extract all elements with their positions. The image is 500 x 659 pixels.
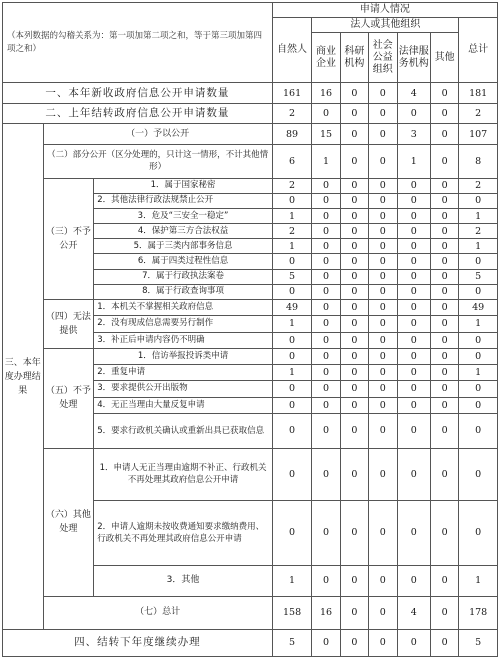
value-cell: 0 bbox=[397, 284, 430, 299]
value-cell: 1 bbox=[459, 316, 498, 332]
value-cell: 0 bbox=[369, 145, 397, 179]
value-cell: 16 bbox=[312, 83, 340, 104]
value-cell: 0 bbox=[312, 397, 340, 413]
value-cell: 0 bbox=[459, 500, 498, 565]
value-cell: 3 bbox=[397, 124, 430, 145]
value-cell: 49 bbox=[459, 299, 498, 315]
value-cell: 0 bbox=[430, 284, 458, 299]
value-cell: 0 bbox=[312, 381, 340, 397]
value-cell: 0 bbox=[312, 239, 340, 254]
value-cell: 0 bbox=[430, 397, 458, 413]
row-label-r3-1: 1．属于国家秘密 bbox=[94, 178, 273, 193]
value-cell: 178 bbox=[459, 597, 498, 630]
social-header: 社会公益组织 bbox=[369, 33, 397, 83]
legal-group-header: 法人或其他组织 bbox=[312, 18, 459, 33]
row-label-carried-over: 二、上年结转政府信息公开申请数量 bbox=[3, 103, 273, 124]
value-cell: 0 bbox=[397, 348, 430, 364]
value-cell: 16 bbox=[312, 597, 340, 630]
value-cell: 0 bbox=[397, 448, 430, 500]
value-cell: 2 bbox=[272, 103, 312, 124]
value-cell: 0 bbox=[459, 397, 498, 413]
table-row bbox=[3, 348, 498, 364]
value-cell: 2 bbox=[459, 103, 498, 124]
row-label-r4-2: 2．没有现成信息需要另行制作 bbox=[94, 316, 273, 332]
value-cell: 0 bbox=[312, 178, 340, 193]
row-label-r3-8: 8．属于行政查询事项 bbox=[94, 284, 273, 299]
value-cell: 0 bbox=[430, 629, 458, 656]
applicant-header: 申请人情况 bbox=[272, 3, 497, 18]
row-label-r2: （二）部分公开（区分处理的，只计这一情形，不计其他情形） bbox=[43, 145, 272, 179]
note-cell: （本列数据的勾稽关系为：第一项加第二项之和，等于第三项加第四项之和） bbox=[3, 3, 273, 83]
table-row bbox=[3, 124, 498, 145]
value-cell: 0 bbox=[369, 348, 397, 364]
value-cell: 0 bbox=[430, 145, 458, 179]
value-cell: 0 bbox=[340, 332, 368, 348]
value-cell: 0 bbox=[430, 565, 458, 596]
value-cell: 0 bbox=[272, 284, 312, 299]
value-cell: 0 bbox=[369, 83, 397, 104]
row-label-r1: （一）予以公开 bbox=[43, 124, 272, 145]
value-cell: 161 bbox=[272, 83, 312, 104]
value-cell: 0 bbox=[430, 597, 458, 630]
row-label-r3-4: 4．保护第三方合法权益 bbox=[94, 224, 273, 239]
value-cell: 1 bbox=[272, 208, 312, 223]
value-cell: 0 bbox=[430, 348, 458, 364]
value-cell: 0 bbox=[340, 83, 368, 104]
value-cell: 0 bbox=[340, 103, 368, 124]
value-cell: 0 bbox=[430, 254, 458, 269]
value-cell: 0 bbox=[312, 284, 340, 299]
value-cell: 107 bbox=[459, 124, 498, 145]
value-cell: 0 bbox=[312, 413, 340, 448]
value-cell: 0 bbox=[340, 348, 368, 364]
value-cell: 0 bbox=[369, 124, 397, 145]
value-cell: 0 bbox=[369, 629, 397, 656]
value-cell: 0 bbox=[430, 269, 458, 284]
value-cell: 0 bbox=[369, 193, 397, 208]
value-cell: 0 bbox=[312, 448, 340, 500]
value-cell: 1 bbox=[459, 239, 498, 254]
value-cell: 1 bbox=[397, 145, 430, 179]
row-label-r7: （七）总计 bbox=[43, 597, 272, 630]
value-cell: 0 bbox=[340, 500, 368, 565]
value-cell: 0 bbox=[312, 629, 340, 656]
value-cell: 0 bbox=[312, 269, 340, 284]
value-cell: 1 bbox=[272, 365, 312, 381]
value-cell: 0 bbox=[397, 397, 430, 413]
section-label-results: 三、本年度办理结果 bbox=[3, 124, 44, 629]
value-cell: 0 bbox=[459, 348, 498, 364]
value-cell: 0 bbox=[430, 239, 458, 254]
value-cell: 1 bbox=[272, 316, 312, 332]
value-cell: 0 bbox=[272, 381, 312, 397]
value-cell: 0 bbox=[369, 332, 397, 348]
value-cell: 0 bbox=[430, 500, 458, 565]
legal-service-header: 法律服务机构 bbox=[397, 33, 430, 83]
group-label-r6: （六）其他处理 bbox=[43, 448, 94, 597]
row-label-r3-6: 6．属于四类过程性信息 bbox=[94, 254, 273, 269]
value-cell: 181 bbox=[459, 83, 498, 104]
value-cell: 0 bbox=[312, 193, 340, 208]
value-cell: 8 bbox=[459, 145, 498, 179]
value-cell: 5 bbox=[459, 269, 498, 284]
row-label-r4-1: 1．本机关不掌握相关政府信息 bbox=[94, 299, 273, 315]
value-cell: 15 bbox=[312, 124, 340, 145]
value-cell: 0 bbox=[340, 145, 368, 179]
value-cell: 0 bbox=[340, 299, 368, 315]
table-row bbox=[3, 597, 498, 630]
row-label-r6-1: 1．申请人无正当理由逾期不补正、行政机关不再处理其政府信息公开申请 bbox=[94, 448, 273, 500]
total-header: 总计 bbox=[459, 18, 498, 83]
value-cell: 0 bbox=[397, 178, 430, 193]
value-cell: 0 bbox=[369, 299, 397, 315]
value-cell: 0 bbox=[397, 254, 430, 269]
value-cell: 0 bbox=[312, 299, 340, 315]
value-cell: 0 bbox=[430, 193, 458, 208]
value-cell: 0 bbox=[340, 254, 368, 269]
value-cell: 0 bbox=[312, 103, 340, 124]
value-cell: 0 bbox=[430, 316, 458, 332]
table-row bbox=[3, 629, 498, 656]
value-cell: 0 bbox=[340, 448, 368, 500]
value-cell: 0 bbox=[340, 365, 368, 381]
value-cell: 0 bbox=[369, 565, 397, 596]
value-cell: 2 bbox=[459, 178, 498, 193]
value-cell: 0 bbox=[369, 381, 397, 397]
value-cell: 1 bbox=[312, 145, 340, 179]
value-cell: 0 bbox=[397, 565, 430, 596]
table-row bbox=[3, 448, 498, 500]
value-cell: 0 bbox=[397, 413, 430, 448]
value-cell: 89 bbox=[272, 124, 312, 145]
value-cell: 0 bbox=[272, 397, 312, 413]
value-cell: 0 bbox=[312, 254, 340, 269]
row-label-r5-1: 1．信访举报投诉类申请 bbox=[94, 348, 273, 364]
value-cell: 0 bbox=[397, 500, 430, 565]
value-cell: 0 bbox=[369, 254, 397, 269]
row-label-r3-5: 5．属于三类内部事务信息 bbox=[94, 239, 273, 254]
value-cell: 0 bbox=[397, 629, 430, 656]
value-cell: 0 bbox=[272, 348, 312, 364]
value-cell: 0 bbox=[272, 193, 312, 208]
value-cell: 0 bbox=[340, 397, 368, 413]
value-cell: 0 bbox=[369, 316, 397, 332]
value-cell: 0 bbox=[312, 565, 340, 596]
row-label-r4-3: 3．补正后申请内容仍不明确 bbox=[94, 332, 273, 348]
value-cell: 0 bbox=[459, 332, 498, 348]
value-cell: 1 bbox=[459, 365, 498, 381]
value-cell: 1 bbox=[459, 208, 498, 223]
value-cell: 0 bbox=[397, 193, 430, 208]
value-cell: 0 bbox=[312, 365, 340, 381]
row-label-r3-3: 3．危及“三安全一稳定” bbox=[94, 208, 273, 223]
table-row bbox=[3, 145, 498, 179]
commercial-header: 商业企业 bbox=[312, 33, 340, 83]
value-cell: 0 bbox=[459, 381, 498, 397]
value-cell: 4 bbox=[397, 83, 430, 104]
row-label-r3-7: 7．属于行政执法案卷 bbox=[94, 269, 273, 284]
value-cell: 0 bbox=[272, 332, 312, 348]
value-cell: 0 bbox=[397, 365, 430, 381]
value-cell: 0 bbox=[340, 381, 368, 397]
value-cell: 5 bbox=[272, 629, 312, 656]
value-cell: 0 bbox=[340, 224, 368, 239]
value-cell: 0 bbox=[369, 365, 397, 381]
value-cell: 0 bbox=[369, 397, 397, 413]
row-label-r6-2: 2．申请人逾期未按收费通知要求缴纳费用、行政机关不再处理其政府信息公开申请 bbox=[94, 500, 273, 565]
value-cell: 0 bbox=[272, 448, 312, 500]
value-cell: 0 bbox=[369, 269, 397, 284]
value-cell: 0 bbox=[397, 103, 430, 124]
value-cell: 0 bbox=[340, 124, 368, 145]
value-cell: 2 bbox=[459, 224, 498, 239]
table-row bbox=[3, 299, 498, 315]
table-row bbox=[3, 103, 498, 124]
value-cell: 0 bbox=[430, 448, 458, 500]
header-row-1 bbox=[3, 3, 498, 18]
value-cell: 0 bbox=[369, 284, 397, 299]
value-cell: 0 bbox=[340, 193, 368, 208]
value-cell: 0 bbox=[340, 597, 368, 630]
value-cell: 0 bbox=[340, 284, 368, 299]
row-label-new-apps: 一、本年新收政府信息公开申请数量 bbox=[3, 83, 273, 104]
value-cell: 1 bbox=[272, 239, 312, 254]
value-cell: 0 bbox=[397, 332, 430, 348]
row-label-r3-2: 2．其他法律行政法规禁止公开 bbox=[94, 193, 273, 208]
value-cell: 0 bbox=[272, 413, 312, 448]
value-cell: 0 bbox=[397, 239, 430, 254]
value-cell: 0 bbox=[430, 299, 458, 315]
value-cell: 2 bbox=[272, 178, 312, 193]
value-cell: 0 bbox=[459, 448, 498, 500]
value-cell: 0 bbox=[430, 124, 458, 145]
value-cell: 0 bbox=[430, 224, 458, 239]
value-cell: 0 bbox=[369, 413, 397, 448]
value-cell: 0 bbox=[430, 413, 458, 448]
value-cell: 0 bbox=[430, 208, 458, 223]
value-cell: 0 bbox=[397, 316, 430, 332]
value-cell: 0 bbox=[430, 332, 458, 348]
value-cell: 1 bbox=[459, 565, 498, 596]
value-cell: 158 bbox=[272, 597, 312, 630]
research-header: 科研机构 bbox=[340, 33, 368, 83]
value-cell: 0 bbox=[312, 348, 340, 364]
value-cell: 0 bbox=[397, 224, 430, 239]
value-cell: 0 bbox=[369, 178, 397, 193]
value-cell: 0 bbox=[340, 565, 368, 596]
row-label-r5-5: 5．要求行政机关确认或重新出具已获取信息 bbox=[94, 413, 273, 448]
value-cell: 0 bbox=[312, 224, 340, 239]
group-label-r3: （三）不予公开 bbox=[43, 178, 94, 299]
value-cell: 0 bbox=[430, 83, 458, 104]
value-cell: 0 bbox=[397, 208, 430, 223]
value-cell: 0 bbox=[397, 299, 430, 315]
group-label-r4: （四）无法提供 bbox=[43, 299, 94, 348]
group-label-r5: （五）不予处理 bbox=[43, 348, 94, 448]
value-cell: 0 bbox=[340, 316, 368, 332]
value-cell: 0 bbox=[312, 316, 340, 332]
value-cell: 0 bbox=[369, 448, 397, 500]
other-header: 其他 bbox=[430, 33, 458, 83]
value-cell: 0 bbox=[397, 381, 430, 397]
value-cell: 0 bbox=[430, 365, 458, 381]
value-cell: 0 bbox=[340, 239, 368, 254]
value-cell: 0 bbox=[312, 500, 340, 565]
value-cell: 0 bbox=[369, 224, 397, 239]
table-row bbox=[3, 178, 498, 193]
value-cell: 0 bbox=[369, 500, 397, 565]
value-cell: 0 bbox=[430, 178, 458, 193]
value-cell: 0 bbox=[369, 103, 397, 124]
row-label-r5-4: 4．无正当理由大量反复申请 bbox=[94, 397, 273, 413]
value-cell: 0 bbox=[340, 178, 368, 193]
row-label-r5-3: 3．要求提供公开出版物 bbox=[94, 381, 273, 397]
value-cell: 0 bbox=[430, 103, 458, 124]
value-cell: 0 bbox=[340, 269, 368, 284]
value-cell: 0 bbox=[397, 269, 430, 284]
value-cell: 0 bbox=[312, 332, 340, 348]
value-cell: 0 bbox=[459, 254, 498, 269]
value-cell: 6 bbox=[272, 145, 312, 179]
value-cell: 0 bbox=[369, 208, 397, 223]
value-cell: 0 bbox=[459, 413, 498, 448]
disclosure-report-table bbox=[2, 2, 498, 657]
value-cell: 49 bbox=[272, 299, 312, 315]
value-cell: 2 bbox=[272, 224, 312, 239]
value-cell: 0 bbox=[369, 239, 397, 254]
value-cell: 0 bbox=[312, 208, 340, 223]
row-label-r6-3: 3．其他 bbox=[94, 565, 273, 596]
value-cell: 1 bbox=[272, 565, 312, 596]
value-cell: 5 bbox=[272, 269, 312, 284]
table-row bbox=[3, 83, 498, 104]
natural-person-header: 自然人 bbox=[272, 18, 312, 83]
value-cell: 0 bbox=[430, 381, 458, 397]
row-label-next-year: 四、结转下年度继续办理 bbox=[3, 629, 273, 656]
value-cell: 0 bbox=[340, 629, 368, 656]
table-body bbox=[3, 3, 498, 657]
value-cell: 4 bbox=[397, 597, 430, 630]
value-cell: 5 bbox=[459, 629, 498, 656]
value-cell: 0 bbox=[369, 597, 397, 630]
value-cell: 0 bbox=[459, 284, 498, 299]
value-cell: 0 bbox=[272, 254, 312, 269]
row-label-r5-2: 2．重复申请 bbox=[94, 365, 273, 381]
value-cell: 0 bbox=[459, 193, 498, 208]
value-cell: 0 bbox=[340, 413, 368, 448]
value-cell: 0 bbox=[340, 208, 368, 223]
value-cell: 0 bbox=[272, 500, 312, 565]
